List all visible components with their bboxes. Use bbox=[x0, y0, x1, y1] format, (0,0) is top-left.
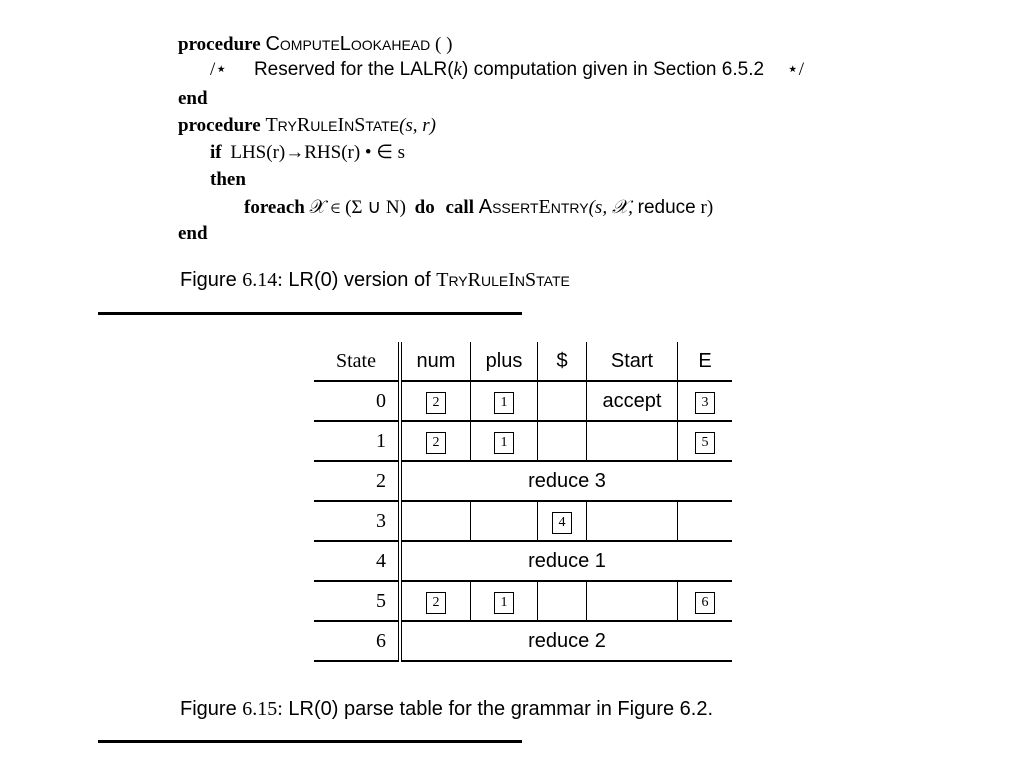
caption-number: 6.14: bbox=[242, 269, 283, 291]
goto-box: 2 bbox=[426, 392, 446, 414]
dollar-cell bbox=[538, 501, 587, 541]
goto-box: 2 bbox=[426, 432, 446, 454]
header-start: Start bbox=[587, 342, 678, 381]
goto-box: 1 bbox=[494, 592, 514, 614]
caption-label: Figure bbox=[180, 269, 237, 291]
start-cell bbox=[587, 421, 678, 461]
goto-box: 6 bbox=[695, 592, 715, 614]
table-row bbox=[314, 501, 732, 541]
state-cell: 0 bbox=[314, 381, 400, 421]
header-state: State bbox=[314, 342, 400, 381]
start-cell: accept bbox=[587, 381, 678, 421]
state-cell: 1 bbox=[314, 421, 400, 461]
dollar-cell bbox=[538, 421, 587, 461]
header-e: E bbox=[678, 342, 733, 381]
figure-caption-6-14 bbox=[180, 269, 570, 292]
parse-table bbox=[314, 342, 732, 662]
goto-box: 1 bbox=[494, 432, 514, 454]
state-cell: 2 bbox=[314, 461, 400, 501]
goto-box: 3 bbox=[695, 392, 715, 414]
table-row bbox=[314, 541, 732, 581]
code-line-comment bbox=[210, 57, 804, 83]
state-cell: 3 bbox=[314, 501, 400, 541]
keyword-then: then bbox=[210, 169, 246, 190]
table-row bbox=[314, 621, 732, 661]
state-cell: 4 bbox=[314, 541, 400, 581]
start-cell bbox=[587, 501, 678, 541]
figure-divider bbox=[98, 312, 522, 315]
code-line-procedure-computelookahead bbox=[178, 31, 452, 58]
figure-divider bbox=[98, 740, 522, 743]
num-cell bbox=[400, 421, 471, 461]
table-row bbox=[314, 461, 732, 501]
dollar-cell bbox=[538, 381, 587, 421]
reduce-cell: reduce 1 bbox=[400, 541, 732, 581]
keyword-foreach: foreach bbox=[244, 197, 305, 218]
table-row bbox=[314, 581, 732, 621]
header-num: num bbox=[400, 342, 471, 381]
foreach-expression: 𝒳 ∈ (Σ ∪ N) bbox=[309, 197, 406, 218]
keyword-call: call bbox=[445, 197, 474, 218]
comment-close: ⋆/ bbox=[786, 59, 804, 80]
plus-cell bbox=[471, 421, 538, 461]
table-row bbox=[314, 381, 732, 421]
code-line-if bbox=[210, 140, 405, 166]
plus-cell bbox=[471, 501, 538, 541]
procedure-name-computelookahead: COMPUTELOOKAHEAD bbox=[265, 33, 431, 55]
start-cell bbox=[587, 581, 678, 621]
num-cell bbox=[400, 501, 471, 541]
call-name-assertentry: ASSERTENTRY bbox=[478, 196, 589, 218]
e-cell bbox=[678, 381, 733, 421]
keyword-procedure: procedure bbox=[178, 115, 261, 136]
caption-text: LR(0) parse table for the grammar in Figure 6.2. bbox=[288, 698, 714, 720]
reduce-cell: reduce 2 bbox=[400, 621, 732, 661]
keyword-if: if bbox=[210, 142, 222, 163]
if-condition: LHS(r)→RHS(r) • ∈ s bbox=[230, 142, 406, 163]
reduce-cell: reduce 3 bbox=[400, 461, 732, 501]
num-cell bbox=[400, 381, 471, 421]
plus-cell bbox=[471, 581, 538, 621]
caption-procedure-name: TRYRULEINSTATE bbox=[436, 269, 570, 291]
caption-number: 6.15: bbox=[242, 698, 283, 720]
procedure-args: (s, r) bbox=[399, 115, 437, 136]
dollar-cell bbox=[538, 581, 587, 621]
goto-box: 4 bbox=[552, 512, 572, 534]
keyword-procedure: procedure bbox=[178, 34, 261, 55]
caption-label: Figure bbox=[180, 698, 237, 720]
goto-box: 1 bbox=[494, 392, 514, 414]
header-dollar: $ bbox=[538, 342, 587, 381]
code-line-foreach bbox=[244, 194, 713, 221]
figure-caption-6-15 bbox=[180, 698, 713, 721]
e-cell bbox=[678, 421, 733, 461]
table-row bbox=[314, 421, 732, 461]
caption-text: LR(0) version of bbox=[288, 269, 431, 291]
comment-text: Reserved for the LALR(k) computation given in Section 6.5.2 bbox=[253, 59, 765, 80]
procedure-args: ( ) bbox=[435, 34, 453, 55]
goto-box: 5 bbox=[695, 432, 715, 454]
state-cell: 6 bbox=[314, 621, 400, 661]
header-plus: plus bbox=[471, 342, 538, 381]
num-cell bbox=[400, 581, 471, 621]
call-arguments: (s, 𝒳, reduce r) bbox=[588, 197, 714, 218]
keyword-do: do bbox=[414, 197, 435, 218]
e-cell bbox=[678, 501, 733, 541]
goto-box: 2 bbox=[426, 592, 446, 614]
table-header-row bbox=[314, 342, 732, 381]
comment-open: /⋆ bbox=[210, 59, 228, 80]
procedure-name-tryruleinstate: TRYRULEINSTATE bbox=[265, 114, 400, 136]
e-cell bbox=[678, 581, 733, 621]
code-line-procedure-tryruleinstate bbox=[178, 112, 436, 139]
plus-cell bbox=[471, 381, 538, 421]
keyword-end: end bbox=[178, 223, 208, 244]
state-cell: 5 bbox=[314, 581, 400, 621]
keyword-end: end bbox=[178, 88, 208, 109]
